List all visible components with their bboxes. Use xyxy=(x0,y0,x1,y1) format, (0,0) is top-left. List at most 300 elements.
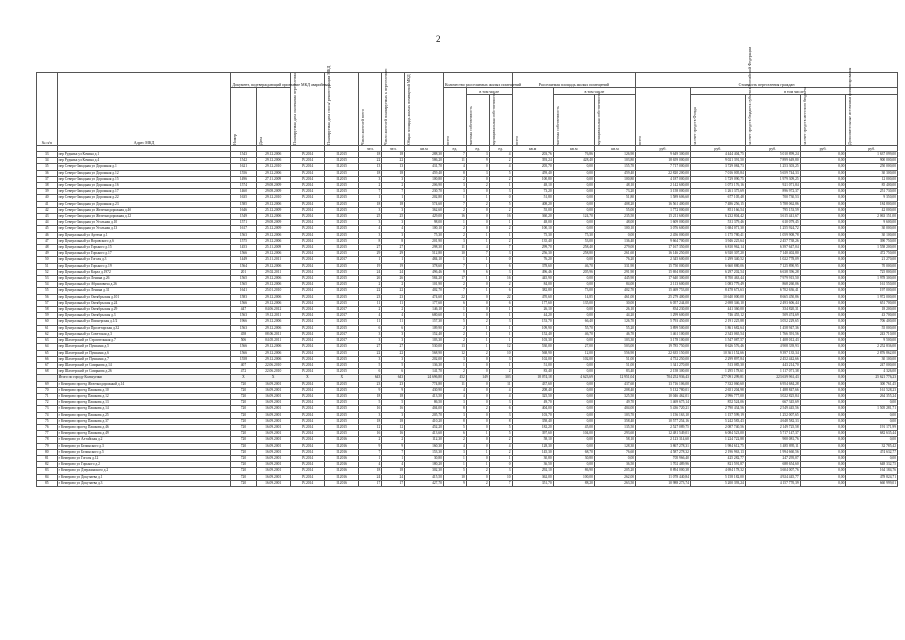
table-cell: 404,00 xyxy=(594,406,635,412)
table-cell: 0 xyxy=(466,294,489,300)
table-cell: 0,00 xyxy=(553,362,594,368)
table-cell: 74 xyxy=(37,412,58,418)
table-cell: 5 436 720,21 xyxy=(636,406,691,412)
table-cell: 397,60 xyxy=(512,431,553,437)
address-cell: пер Северо-Западная ул Дорожная д.16 xyxy=(57,183,231,189)
table-cell: 30 100,00 xyxy=(846,356,898,362)
table-cell: II.2017 xyxy=(325,331,359,337)
table-cell: 2 xyxy=(443,325,466,331)
table-cell: 2 xyxy=(443,369,466,375)
table-cell: 4 xyxy=(443,443,466,449)
table-cell: 0 xyxy=(466,455,489,461)
table-cell: IV.2014 xyxy=(290,288,324,294)
table-cell: 3 xyxy=(466,170,489,176)
table-cell: 145,30 xyxy=(512,449,553,455)
table-cell: 0,00 xyxy=(800,406,846,412)
table-cell: 206,90 xyxy=(405,183,444,189)
table-cell: IV.2014 xyxy=(290,400,324,406)
table-cell: IV.2014 xyxy=(290,406,324,412)
address-cell: г Кемерово ул Белинского д.5 xyxy=(57,449,231,455)
table-cell: 0 xyxy=(466,226,489,232)
table-cell: 73,20 xyxy=(512,189,553,195)
table-cell: 30,00 xyxy=(594,300,635,306)
table-cell: 208,40 xyxy=(512,387,553,393)
table-cell: 4 752 250,00 xyxy=(636,356,691,362)
table-cell: 0,00 xyxy=(553,338,594,344)
table-cell: 1564 xyxy=(231,263,256,269)
table-cell: 0,00 xyxy=(800,300,846,306)
table-cell: 128,30 xyxy=(594,443,635,449)
table-cell: 459,40 xyxy=(405,170,444,176)
table-cell: 556,90 xyxy=(594,350,635,356)
table-cell: 7 332 060,60 xyxy=(690,381,745,387)
table-cell: 18 xyxy=(359,170,382,176)
table-cell: 53 xyxy=(37,276,58,282)
table-cell: 48,10 xyxy=(512,183,553,189)
table-cell: 441 360,00 xyxy=(690,307,745,313)
table-cell: 0,00 xyxy=(800,245,846,251)
table-cell: 0,00 xyxy=(800,282,846,288)
table-cell: 0,00 xyxy=(553,220,594,226)
table-cell: 0,00 xyxy=(800,437,846,443)
table-cell: 58 xyxy=(37,307,58,313)
table-cell: 3 xyxy=(359,412,382,418)
table-cell: 30 300,00 xyxy=(846,170,898,176)
table-cell: 4 908 339,93 xyxy=(745,344,800,350)
address-cell: пер Центральный ул Октябрьская д.101 xyxy=(57,294,231,300)
table-cell: 1 684 071,30 xyxy=(690,226,745,232)
page-number: 2 xyxy=(436,34,441,44)
table-cell: 36 xyxy=(37,170,58,176)
table-cell: 2 343 065,54 xyxy=(690,331,745,337)
table-cell: 0,00 xyxy=(800,214,846,220)
table-cell: 18 xyxy=(359,152,382,158)
table-cell: 0 xyxy=(466,400,489,406)
table-cell: 29 xyxy=(359,251,382,257)
table-cell: 7 xyxy=(489,480,512,486)
table-cell: 2 493 606,44 xyxy=(745,300,800,306)
table-cell: 51,00 xyxy=(512,362,553,368)
table-cell: 5 793 450,00 xyxy=(636,319,691,325)
address-cell: пер Шахтерский ул Смирнова д.14 xyxy=(57,362,231,368)
address-cell: пер Рудника ул Кочина д.1 xyxy=(57,152,231,158)
table-cell: 29.12.2010 xyxy=(256,195,290,201)
table-cell: 22 xyxy=(382,288,405,294)
table-cell: 1966 xyxy=(231,319,256,325)
table-cell: 7 xyxy=(443,201,466,207)
table-cell: 1 766 391,56 xyxy=(745,331,800,337)
table-cell: 29.08.2009 xyxy=(256,183,290,189)
table-cell: 48 xyxy=(37,245,58,251)
table-cell: IV.2014 xyxy=(290,350,324,356)
table-cell: 29.08.2009 xyxy=(256,220,290,226)
table-cell: 1575 xyxy=(231,238,256,244)
address-cell: пер Центральный ул Гоголя д.3 xyxy=(57,257,231,263)
table-cell: IV.2014 xyxy=(290,294,324,300)
table-cell: 1 979 309,25 xyxy=(745,176,800,182)
table-cell: 3 xyxy=(359,356,382,362)
unit-cell: руб. xyxy=(690,146,745,152)
table-cell: 3 xyxy=(359,220,382,226)
table-cell: 17 xyxy=(359,480,382,486)
table-cell: 46,70 xyxy=(594,331,635,337)
table-cell: 1 547 087,57 xyxy=(690,338,745,344)
table-cell: 40 xyxy=(37,195,58,201)
table-cell: 1460 xyxy=(231,189,256,195)
table-cell: 720 xyxy=(231,449,256,455)
table-cell: 26,10 xyxy=(594,307,635,313)
table-cell: 700 730,53 xyxy=(745,195,800,201)
table-cell: 76,60 xyxy=(594,449,635,455)
col-rooms-total: всего xyxy=(443,88,466,146)
table-cell: 0,00 xyxy=(594,232,635,238)
table-cell: 3 xyxy=(443,238,466,244)
table-cell: 12 xyxy=(382,424,405,430)
table-cell: II.2015 xyxy=(325,214,359,220)
table-cell: 0 xyxy=(466,474,489,480)
table-cell: 100,00 xyxy=(553,474,594,480)
table-cell: 22 xyxy=(359,288,382,294)
unit-cell: кв.м xyxy=(405,146,444,152)
table-cell: 0,00 xyxy=(553,176,594,182)
table-cell: 08.06.2011 xyxy=(256,331,290,337)
table-cell: IV.2014 xyxy=(290,220,324,226)
unit-cell: кв.м xyxy=(512,146,553,152)
table-cell: IV.2014 xyxy=(290,424,324,430)
table-cell: IV.2014 xyxy=(290,393,324,399)
table-cell: 0,00 xyxy=(800,418,846,424)
table-cell: 1 xyxy=(443,220,466,226)
table-cell: 643 xyxy=(382,375,405,381)
table-cell: 461,00 xyxy=(594,294,635,300)
table-cell: 415,50 xyxy=(405,474,444,480)
table-cell: 0,00 xyxy=(800,288,846,294)
col-doc-number: Номер xyxy=(231,88,256,146)
unit-cell: руб. xyxy=(846,146,898,152)
table-cell: IV.2014 xyxy=(290,455,324,461)
col-cost-fund: за счет средств Фонда xyxy=(690,95,745,146)
table-cell: 3 729 084,73 xyxy=(690,164,745,170)
table-cell: 660 999,01 xyxy=(846,480,898,486)
table-cell: 29.12.2006 xyxy=(256,344,290,350)
table-cell: 12 xyxy=(359,424,382,430)
table-cell: 22 xyxy=(359,350,382,356)
table-cell: 6 xyxy=(443,431,466,437)
relocation-table xyxy=(36,47,898,487)
table-cell: 362,60 xyxy=(405,207,444,213)
table-cell: 459,40 xyxy=(594,170,635,176)
table-cell: 472 xyxy=(231,369,256,375)
table-cell: IV.2014 xyxy=(290,462,324,468)
table-cell: 83,40 xyxy=(512,369,553,375)
table-cell: 667 345,69 xyxy=(745,400,800,406)
table-cell: 2 996 777,00 xyxy=(690,393,745,399)
table-cell: 60 xyxy=(37,319,58,325)
table-cell: 7 xyxy=(466,251,489,257)
table-cell: 5 242 583,43 xyxy=(690,418,745,424)
table-cell: II.2015 xyxy=(325,362,359,368)
col-rooms-count: Количество расселяемых жилых помещений xyxy=(443,73,512,88)
table-cell: 16.09.2001 xyxy=(256,418,290,424)
table-cell: 4 xyxy=(489,164,512,170)
table-cell: 0 xyxy=(466,418,489,424)
table-cell: 720 xyxy=(231,418,256,424)
table-cell: 0,00 xyxy=(800,338,846,344)
table-cell: 1543 xyxy=(231,152,256,158)
table-cell: 2 790 434,56 xyxy=(690,406,745,412)
table-cell: 66 xyxy=(37,356,58,362)
table-cell: II.2016 xyxy=(325,449,359,455)
table-cell: 6 638 396,28 xyxy=(745,269,800,275)
table-cell: II.2015 xyxy=(325,387,359,393)
table-row xyxy=(37,480,898,486)
table-cell: 1 xyxy=(443,257,466,263)
table-cell: 2 xyxy=(382,437,405,443)
table-cell: 37 xyxy=(37,176,58,182)
table-cell: 0,00 xyxy=(800,220,846,226)
table-cell: 0,00 xyxy=(553,257,594,263)
table-cell: 35 xyxy=(37,164,58,170)
table-cell: II.2015 xyxy=(325,412,359,418)
table-cell: 1563 xyxy=(231,325,256,331)
address-cell: г Кемерово проезд Железнодорожный д.14 xyxy=(57,381,231,387)
table-cell: 1 157 599,19 xyxy=(690,412,745,418)
table-cell: 6 xyxy=(359,369,382,375)
table-cell: II.2015 xyxy=(325,400,359,406)
table-cell: 2 xyxy=(466,480,489,486)
table-cell: 0,00 xyxy=(800,375,846,381)
table-cell: X xyxy=(290,375,324,381)
table-cell: 16.09.2001 xyxy=(256,443,290,449)
table-cell: 79 xyxy=(37,443,58,449)
table-cell: 720 xyxy=(231,455,256,461)
table-cell: 191 171,99 xyxy=(846,424,898,430)
table-cell: 55,70 xyxy=(553,325,594,331)
address-cell: пер Центральный ул Советская д.3 xyxy=(57,331,231,337)
table-cell: 3 xyxy=(382,176,405,182)
table-cell: IV.2014 xyxy=(290,431,324,437)
table-cell: 6 810 962,14 xyxy=(690,245,745,251)
col-cost-extra: Дополнительные источники финансирования xyxy=(846,95,898,146)
col-rooms-incl: в том числе xyxy=(466,88,512,95)
table-cell: 300 761,45 xyxy=(846,381,898,387)
table-cell: 0 xyxy=(466,412,489,418)
table-cell: 18 xyxy=(359,201,382,207)
table-cell: 0 xyxy=(489,257,512,263)
table-cell: 18 xyxy=(359,393,382,399)
table-cell: 720 xyxy=(231,437,256,443)
table-cell: 4 157 770,39 xyxy=(745,480,800,486)
table-cell: 2 063 151,00 xyxy=(846,214,898,220)
table-cell: 9 xyxy=(443,269,466,275)
table-cell: 4 187 000,00 xyxy=(636,176,691,182)
table-cell: IV.2014 xyxy=(290,369,324,375)
table-cell: 299,70 xyxy=(512,245,553,251)
table-cell: 1 xyxy=(466,263,489,269)
table-cell: 6 297 202,54 xyxy=(690,269,745,275)
table-cell: 360,20 xyxy=(512,214,553,220)
table-cell: 0 xyxy=(489,462,512,468)
table-cell: 0,00 xyxy=(800,393,846,399)
table-cell: 0,00 xyxy=(800,294,846,300)
table-cell: 5 xyxy=(359,400,382,406)
table-cell: 1 299 340,52 xyxy=(690,257,745,263)
table-cell: 0,00 xyxy=(800,474,846,480)
table-cell: 23 xyxy=(359,381,382,387)
table-cell: 720 xyxy=(231,406,256,412)
unit-cell: чел. xyxy=(359,146,382,152)
table-cell: 6 xyxy=(489,300,512,306)
table-cell: 680,60 xyxy=(405,313,444,319)
table-cell: 0,00 xyxy=(800,183,846,189)
table-cell: 0 xyxy=(466,176,489,182)
table-cell: 39 xyxy=(37,189,58,195)
table-cell: 100,10 xyxy=(594,226,635,232)
col-area: Общая площадь жилых помещений МКД xyxy=(405,73,444,146)
table-cell: 474,60 xyxy=(405,294,444,300)
table-cell: 2 456 000,00 xyxy=(636,232,691,238)
table-cell: 55 000,00 xyxy=(846,325,898,331)
table-cell: 75 xyxy=(37,418,58,424)
table-cell: 1 341 270,00 xyxy=(636,362,691,368)
table-cell: 5 xyxy=(443,319,466,325)
table-cell: 484,10 xyxy=(405,257,444,263)
table-cell: 3 xyxy=(382,232,405,238)
table-cell: 9 500,00 xyxy=(846,338,898,344)
table-cell: 5 xyxy=(489,201,512,207)
table-cell: 30 000,00 xyxy=(846,226,898,232)
table-cell: 4 xyxy=(382,313,405,319)
col-area-incl: в том числе xyxy=(553,88,635,95)
table-cell: 404,00 xyxy=(512,406,553,412)
table-cell: II.2015 xyxy=(325,418,359,424)
table-cell: 1 xyxy=(443,362,466,368)
table-cell: 18 xyxy=(382,393,405,399)
table-cell: 0,00 xyxy=(800,319,846,325)
table-cell: 725 800,00 xyxy=(846,269,898,275)
table-cell: 447 xyxy=(231,307,256,313)
table-cell: II.2017 xyxy=(325,257,359,263)
table-cell: 2 196 963,13 xyxy=(690,449,745,455)
table-cell: 184 800,00 xyxy=(846,201,898,207)
table-cell: 5 xyxy=(382,400,405,406)
table-cell: 81 xyxy=(37,455,58,461)
table-cell: 351,70 xyxy=(512,480,553,486)
table-cell: 1 861 682,64 xyxy=(690,325,745,331)
table-cell: 49,70 xyxy=(594,400,635,406)
table-cell: 73 xyxy=(37,406,58,412)
address-cell: пер Центральный ул Абрамовича д.26 xyxy=(57,282,231,288)
table-cell: 1 xyxy=(359,455,382,461)
table-cell: 4 xyxy=(359,313,382,319)
table-cell: 1 117 071,38 xyxy=(745,369,800,375)
table-cell: 8 xyxy=(443,406,466,412)
table-cell: 0 xyxy=(466,424,489,430)
table-cell: IV.2014 xyxy=(290,319,324,325)
table-cell: IV.2014 xyxy=(290,381,324,387)
table-cell: 404,00 xyxy=(405,406,444,412)
table-cell: 42 xyxy=(37,207,58,213)
table-cell: 103,70 xyxy=(512,412,553,418)
table-cell: 197 000,00 xyxy=(846,288,898,294)
address-cell: г Кемерово проезд Пашкова д.12 xyxy=(57,393,231,399)
table-cell: 4 xyxy=(489,152,512,158)
address-cell: пер Северо-Западная ул Дорожная д.12 xyxy=(57,170,231,176)
table-cell: 7 xyxy=(359,189,382,195)
unit-cell: ед. xyxy=(489,146,512,152)
table-cell: 15 469 753,00 xyxy=(636,288,691,294)
table-cell: 103,30 xyxy=(594,338,635,344)
table-cell: 8 xyxy=(489,418,512,424)
table-cell: 0,00 xyxy=(594,455,635,461)
table-cell: 61 xyxy=(37,325,58,331)
table-cell: 496,46 xyxy=(512,269,553,275)
table-cell: 390 750,00 xyxy=(846,238,898,244)
table-cell: 86,50 xyxy=(405,400,444,406)
table-cell: 0,00 xyxy=(553,313,594,319)
address-cell: пер Северо-Западная ул Угольная д.13 xyxy=(57,226,231,232)
table-cell: 04.05.2011 xyxy=(256,338,290,344)
table-cell: 44 xyxy=(37,220,58,226)
table-cell: 1 083 779,49 xyxy=(690,282,745,288)
table-cell: 0 xyxy=(466,437,489,443)
address-cell: г Кемерово ул Белинского д.3 xyxy=(57,443,231,449)
table-cell: II.2015 xyxy=(325,226,359,232)
table-cell: 1 637 099,00 xyxy=(846,152,898,158)
table-cell: 643 xyxy=(359,375,382,381)
table-cell: 04.06.2012 xyxy=(256,307,290,313)
table-cell: 0 xyxy=(466,189,489,195)
table-cell: 574,60 xyxy=(405,201,444,207)
table-cell: 109,90 xyxy=(405,325,444,331)
table-cell: 19 785 750,00 xyxy=(636,344,691,350)
table-cell: 30,80 xyxy=(512,455,553,461)
table-cell: 1 059 908,78 xyxy=(745,232,800,238)
table-cell: 14,85 xyxy=(553,294,594,300)
table-cell: 26,10 xyxy=(512,307,553,313)
table-cell: IV.2014 xyxy=(290,158,324,164)
table-cell: 23 xyxy=(382,294,405,300)
table-cell: 230,70 xyxy=(405,189,444,195)
table-cell: 1 073 176,16 xyxy=(690,183,745,189)
table-cell: 21 270,00 xyxy=(846,257,898,263)
table-cell: 277 091 299,81 xyxy=(690,375,745,381)
table-cell: 83,40 xyxy=(594,369,635,375)
table-cell: 0 xyxy=(466,356,489,362)
table-cell: 258,80 xyxy=(553,251,594,257)
table-cell: 49,70 xyxy=(512,400,553,406)
table-cell: 22 820 200,00 xyxy=(636,170,691,176)
unit-cell: руб. xyxy=(745,146,800,152)
table-cell: 29.12.2006 xyxy=(256,251,290,257)
table-cell: IV.2014 xyxy=(290,152,324,158)
table-cell: 1 xyxy=(466,338,489,344)
table-cell: 2 345 600,00 xyxy=(636,257,691,263)
table-cell: 0,00 xyxy=(553,400,594,406)
table-cell: II.2015 xyxy=(325,152,359,158)
table-cell: 11 xyxy=(443,381,466,387)
table-cell: 834 230,00 xyxy=(636,307,691,313)
table-cell: II.2015 xyxy=(325,319,359,325)
table-cell: 4 648 582,33 xyxy=(745,418,800,424)
table-cell: 5 xyxy=(443,424,466,430)
table-cell: 358,40 xyxy=(594,418,635,424)
table-cell: 6 xyxy=(489,288,512,294)
table-cell: 29.12.2006 xyxy=(256,158,290,164)
table-cell: 6 232 804,42 xyxy=(690,214,745,220)
table-cell: II.2015 xyxy=(325,300,359,306)
table-cell: 279,00 xyxy=(594,245,635,251)
